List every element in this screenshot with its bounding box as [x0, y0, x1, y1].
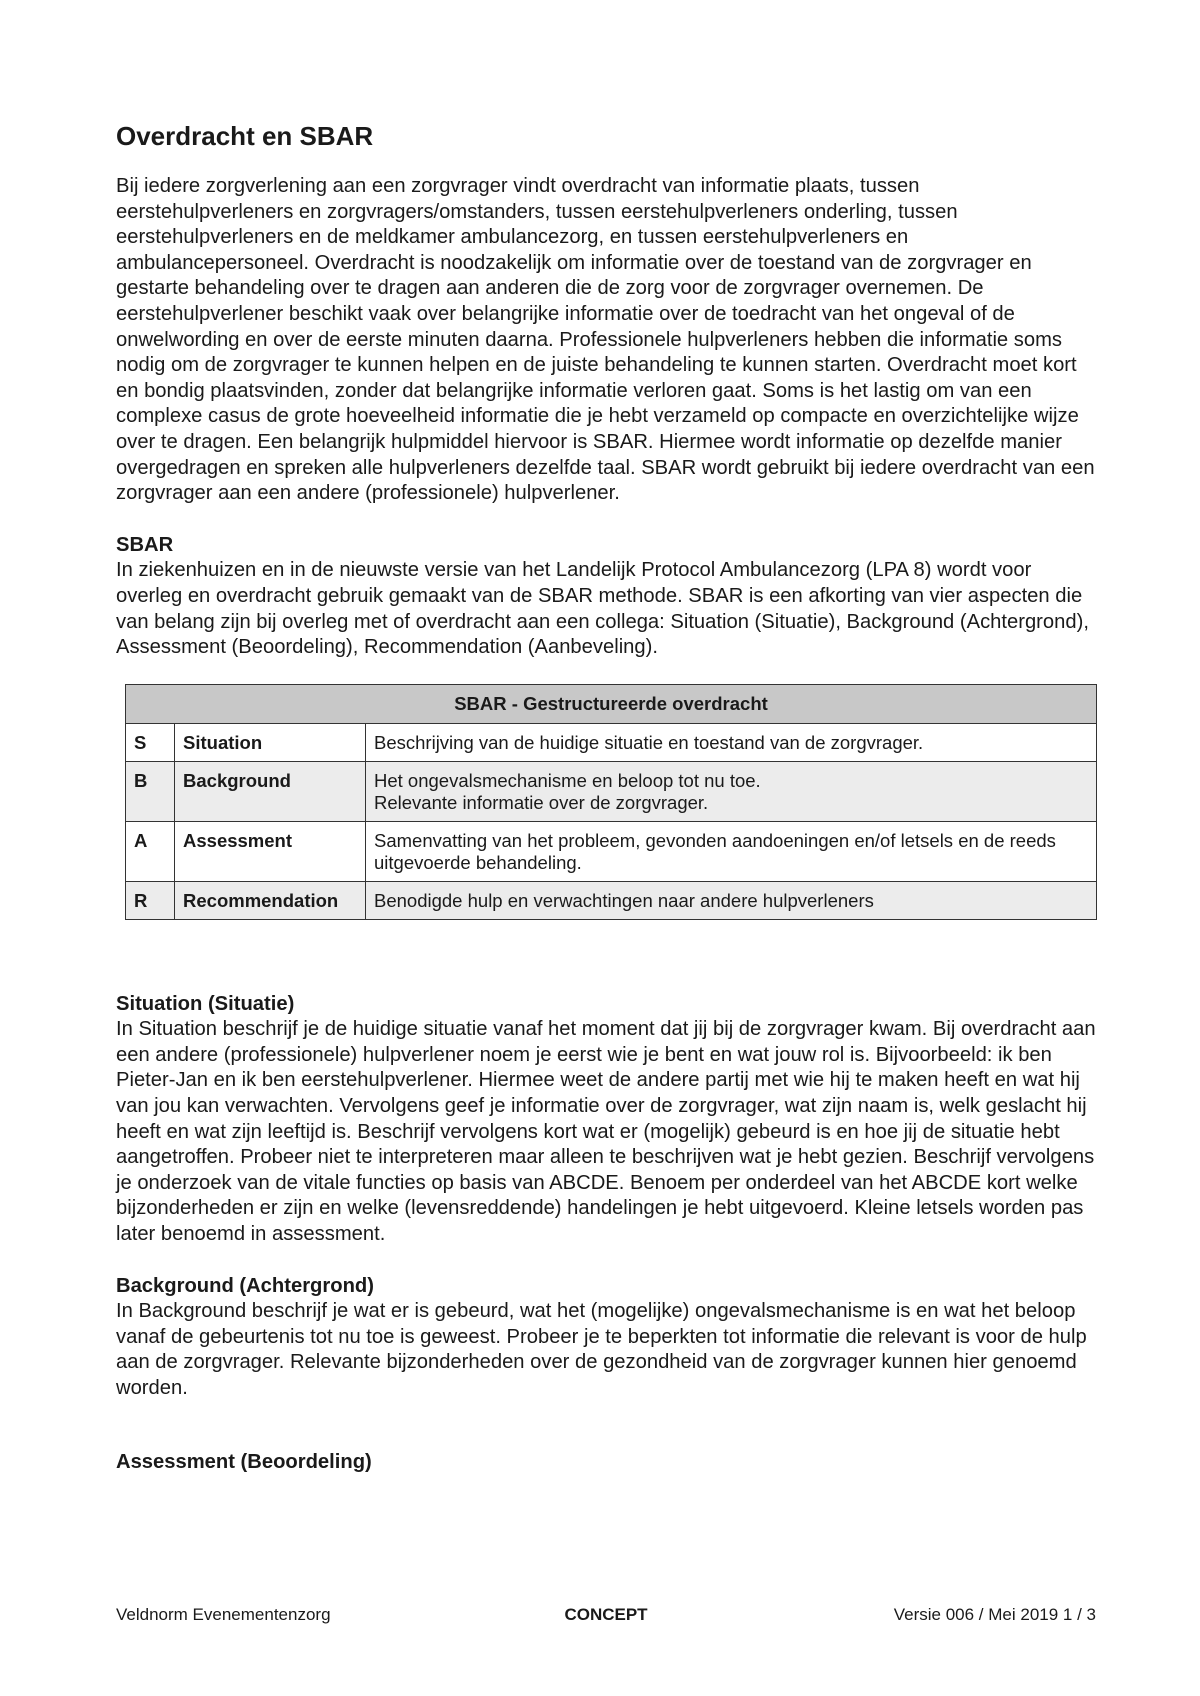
row-description [366, 881, 1097, 919]
situation-section [116, 992, 1096, 1248]
background-paragraph: In Background beschrijf je wat er is gebeurd, wat het (mogelijke) ongevalsmechanisme is en wat het beloop vanaf de gebeurtenis tot nu toe is geweest. Probeer je te beperkten tot informatie die relevant is voor de hulp aan de zorgvrager. Relevante bijzonderheden over de gezondheid van de zorgvrager kunnen hier genoemd worden. [116, 1300, 1087, 1399]
row-term: Situation [175, 723, 366, 761]
table-row [126, 761, 1097, 821]
document-page [116, 110, 1096, 1475]
row-description [366, 821, 1097, 881]
background-heading: Background (Achtergrond) [116, 1274, 374, 1297]
row-description-line: Relevante informatie over de zorgvrager. [374, 791, 709, 813]
page-title: Overdracht en SBAR [116, 121, 374, 151]
table-row [126, 723, 1097, 761]
footer-center: CONCEPT [564, 1605, 648, 1624]
background-section [116, 1274, 1096, 1402]
intro-paragraph: Bij iedere zorgverlening aan een zorgvrager vindt overdracht van informatie plaats, tussen eerstehulpverleners en zorgvragers/omstanders, tussen eerstehulpverleners onderling, tussen eerstehulpverleners en de meldkamer ambulancezorg, en tussen eerstehulpverleners en ambulancepersoneel. Overdracht is noodzakelijk om informatie over de toestand van de zorgvrager en gestarte behandeling over te dragen aan anderen die de zorg voor de zorgvrager overnemen. De eerstehulpverlener beschikt vaak over belangrijke informatie over de toedracht van het ongeval of de onwelwording en over de eerste minuten daarna. Professionele hulpverleners hebben die informatie soms nodig om de zorgvrager te kunnen helpen en de juiste behandeling te kunnen starten. Overdracht moet kort en bondig plaatsvinden, zonder dat belangrijke informatie verloren gaat. Soms is het lastig om van een complexe casus de grote hoeveelheid informatie die je hebt verzameld op compacte en overzichtelijke wijze over te dragen. Een belangrijk hulpmiddel hiervoor is SBAR. Hiermee wordt informatie op dezelfde manier overgedragen en spreken alle hulpverleners dezelfde taal. SBAR wordt gebruikt bij iedere overdracht van een zorgvrager aan een andere (professionele) hulpverlener. [116, 175, 1095, 505]
row-description [366, 723, 1097, 761]
row-description-line: Het ongevalsmechanisme en beloop tot nu toe. [374, 769, 761, 791]
situation-heading: Situation (Situatie) [116, 992, 295, 1015]
sbar-heading: SBAR [116, 533, 174, 556]
assessment-section [116, 1450, 1096, 1476]
sbar-section [116, 533, 1096, 661]
sbar-table-header: SBAR - Gestructureerde overdracht [126, 684, 1097, 723]
situation-paragraph: In Situation beschrijf je de huidige situatie vanaf het moment dat jij bij de zorgvrager kwam. Bij overdracht aan een andere (professionele) hulpverlener noem je eerst wie je bent en wat jouw rol is. Bijvoorbeeld: ik ben Pieter-Jan en ik ben eerstehulpverlener. Hiermee weet de andere partij met wie hij te maken heeft en wat hij van jou kan verwachten. Vervolgens geef je informatie over de zorgvrager, wat zijn naam is, welk geslacht hij heeft en wat zijn leeftijd is. Beschrijf vervolgens kort wat er (mogelijk) gebeurd is en hoe jij de situatie hebt aangetroffen. Probeer niet te interpreteren maar alleen te beschrijven wat je hebt gezien. Beschrijf vervolgens je onderzoek van de vitale functies op basis van ABCDE. Benoem per onderdeel van het ABCDE kort welke bijzonderheden er zijn en welke (levensreddende) handelingen je hebt uitgevoerd. Kleine letsels worden pas later benoemd in assessment. [116, 1018, 1096, 1246]
footer-right: Versie 006 / Mei 2019 1 / 3 [893, 1605, 1096, 1624]
row-description [366, 761, 1097, 821]
assessment-heading: Assessment (Beoordeling) [116, 1450, 372, 1473]
page-footer [116, 1604, 1096, 1628]
row-description-line: Benodigde hulp en verwachtingen naar andere hulpverleners [374, 889, 874, 911]
row-term: Background [175, 761, 366, 821]
row-letter: B [126, 761, 175, 821]
row-description-line: Samenvatting van het probleem, gevonden aandoeningen en/of letsels en de reeds uitgevoerde behandeling. [374, 829, 1056, 873]
row-term: Assessment [175, 821, 366, 881]
table-row [126, 821, 1097, 881]
sbar-table [125, 684, 1097, 920]
row-letter: S [126, 723, 175, 761]
sbar-paragraph: In ziekenhuizen en in de nieuwste versie van het Landelijk Protocol Ambulancezorg (LPA 8) wordt voor overleg en overdracht gebruik gemaakt van de SBAR methode. SBAR is een afkorting van vier aspecten die van belang zijn bij overleg met of overdracht aan een collega: Situation (Situatie), Background (Achtergrond), Assessment (Beoordeling), Recommendation (Aanbeveling). [116, 559, 1089, 659]
footer-left: Veldnorm Evenementenzorg [116, 1605, 331, 1624]
row-term: Recommendation [175, 881, 366, 919]
row-description-line: Beschrijving van de huidige situatie en toestand van de zorgvrager. [374, 731, 924, 753]
table-row [126, 881, 1097, 919]
row-letter: R [126, 881, 175, 919]
row-letter: A [126, 821, 175, 881]
